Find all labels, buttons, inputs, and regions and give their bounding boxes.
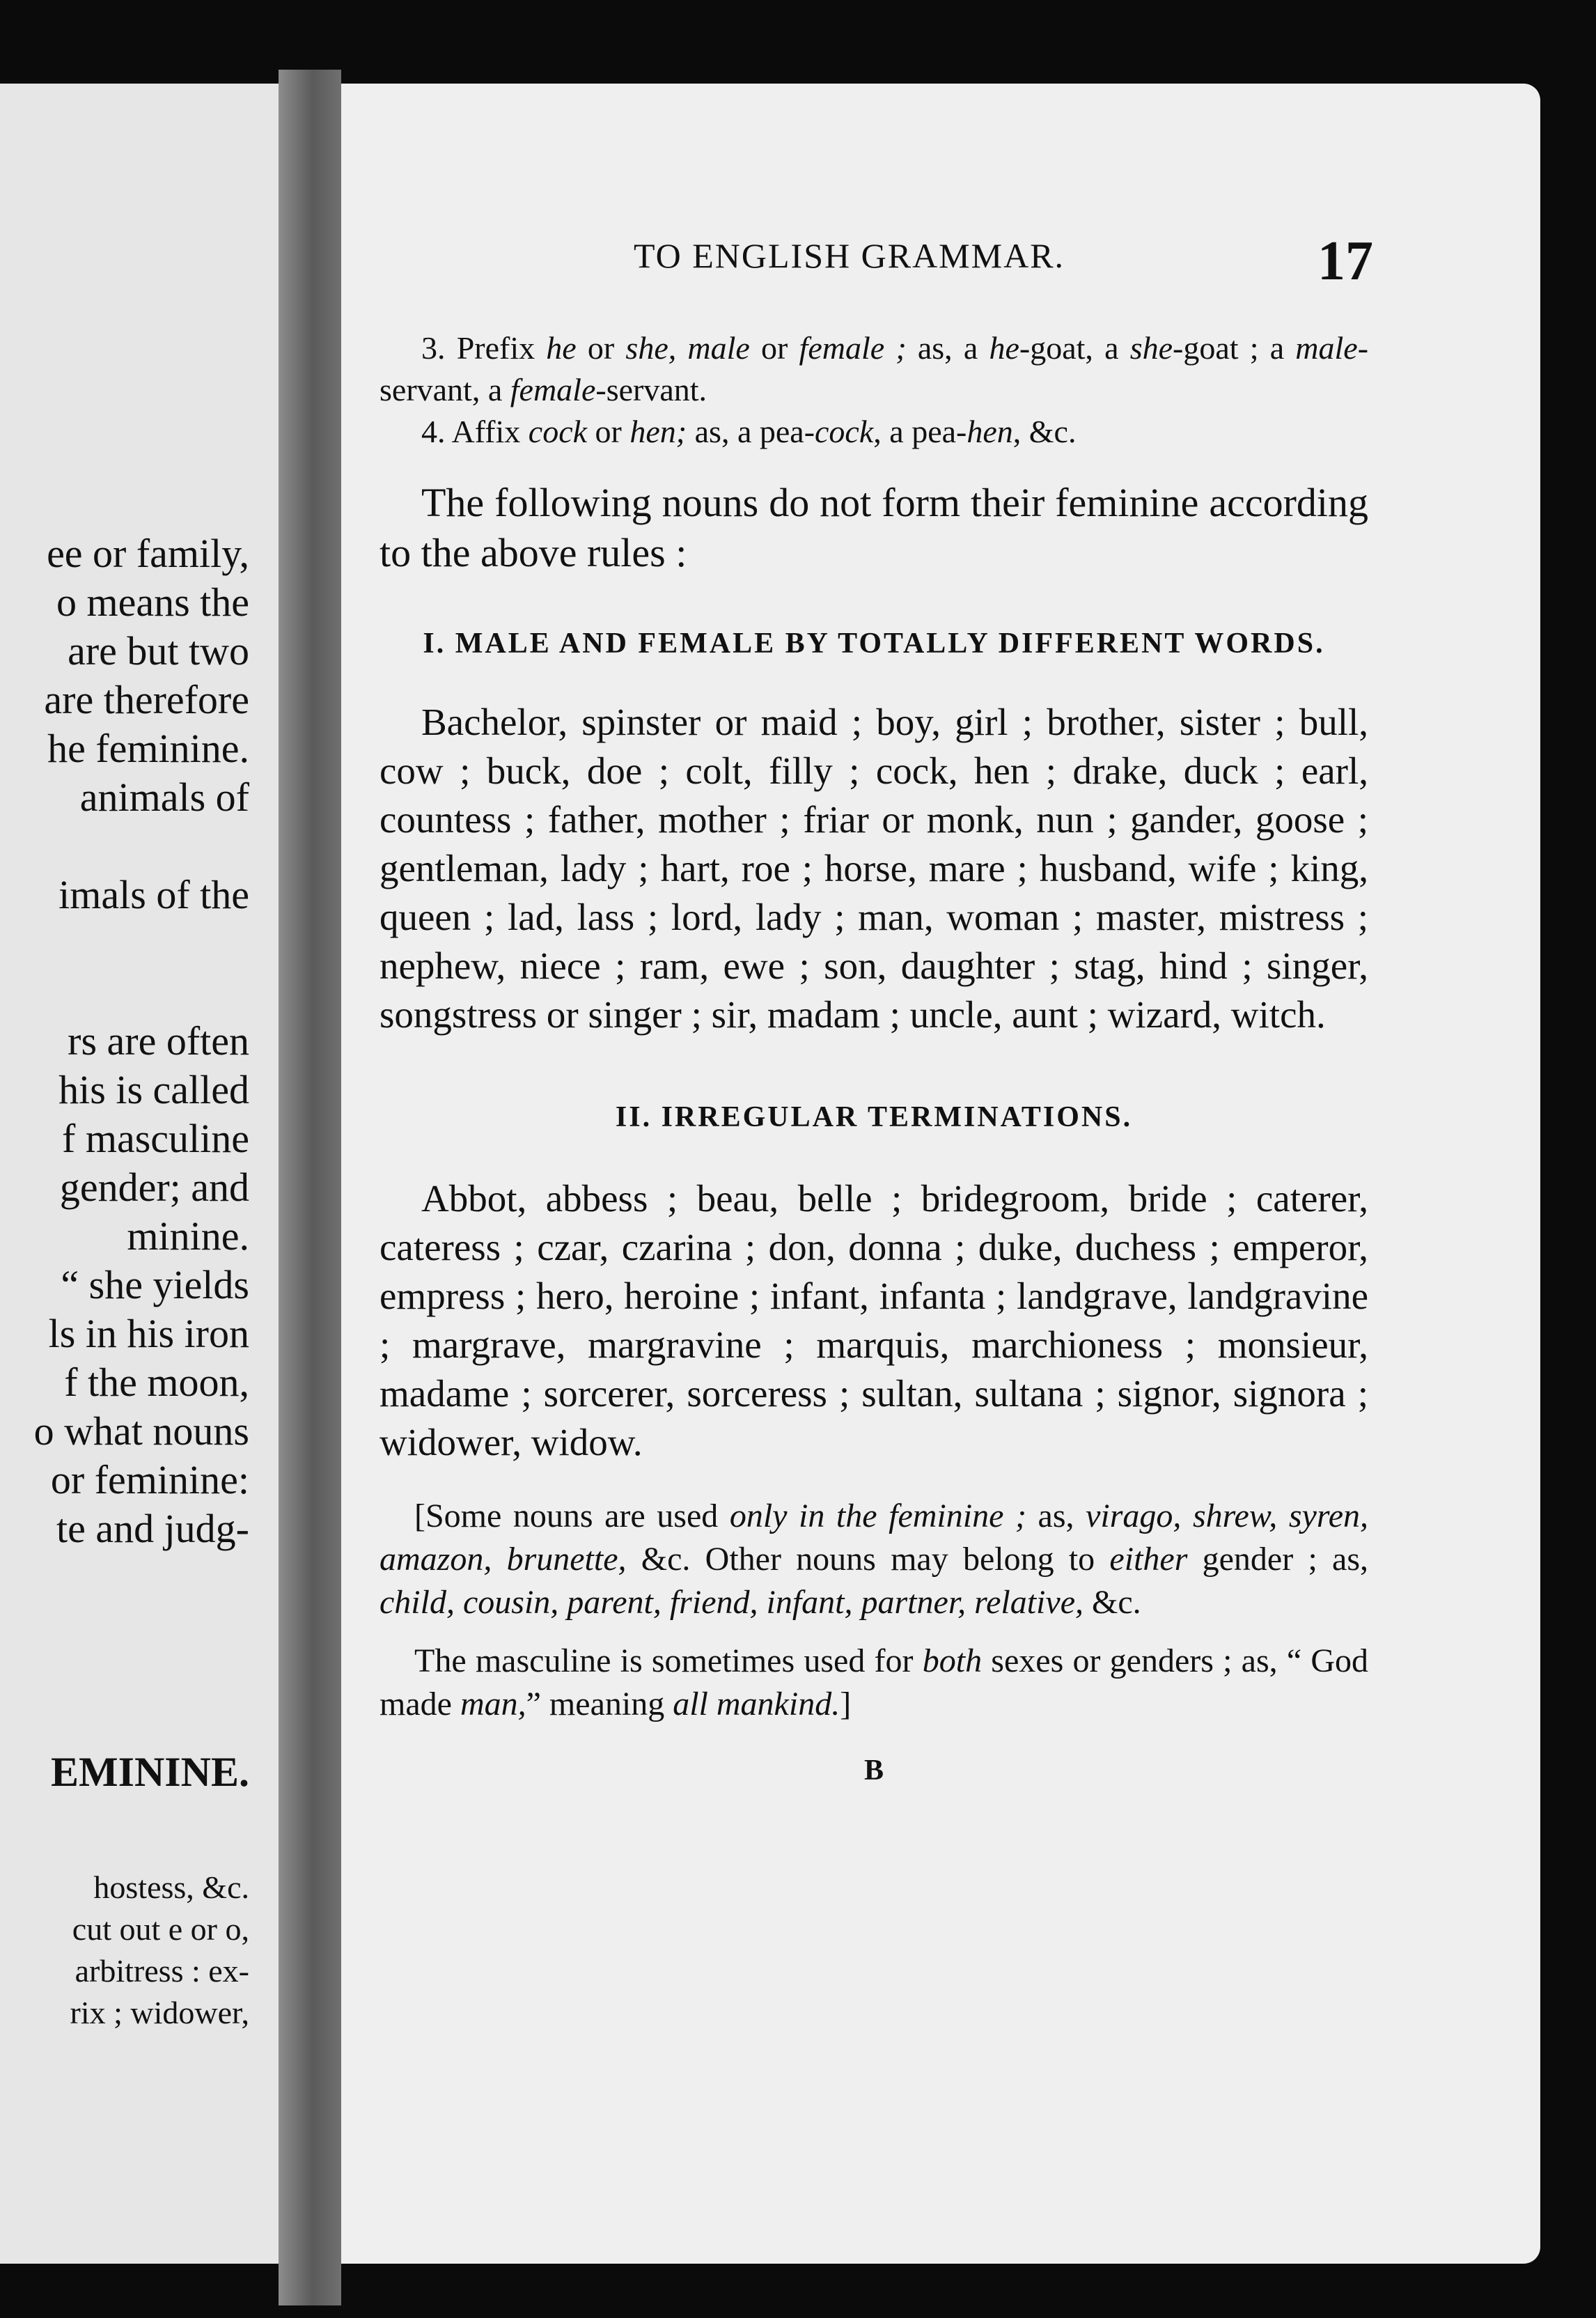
left-page-heading: EMININE.: [50, 1749, 249, 1795]
note-text: ]: [840, 1686, 852, 1722]
note-italic: all mankind.: [673, 1686, 840, 1722]
section-heading-2: II. IRREGULAR TERMINATIONS.: [615, 1101, 1133, 1133]
left-line: “ she yields: [61, 1262, 249, 1307]
intro-paragraph: The following nouns do not form their feminine according to the above rules :: [380, 480, 1368, 575]
rule-3: [380, 327, 1368, 411]
left-line: ee or family,: [47, 531, 249, 576]
page-body: [380, 327, 1368, 1787]
left-line: o means the: [56, 580, 249, 625]
left-line: ls in his iron: [48, 1311, 249, 1356]
rule-italic: she, male: [625, 330, 750, 366]
rule-italic: hen: [967, 414, 1013, 449]
rule-text: as, a pea-: [694, 414, 815, 449]
rule-italic: male: [1295, 330, 1358, 366]
note-paragraph-2: [380, 1640, 1368, 1726]
word-list-1: Bachelor, spinster or maid ; boy, girl ; brother, sister ; bull, cow ; buck, doe ; colt, filly ; cock, hen ; drake, duck ; earl, countess ; father, mother ; friar or monk, nun ; gander, goose ; gentleman, lady ; hart, roe ; horse, mare ; husband, wife ; king, queen ; lad, lass ; lord, lady ; man, woman ; master, mistress ; nephew, niece ; ram, ewe ; son, daughter ; stag, hind ; singer, songstress or singer ; sir, madam ; uncle, aunt ; wizard, witch.: [380, 701, 1368, 1036]
left-line: animals of: [79, 775, 249, 820]
left-line: f the moon,: [64, 1360, 249, 1405]
left-line: his is called: [58, 1067, 249, 1112]
rule-italic: hen;: [629, 414, 687, 449]
left-line: f masculine: [62, 1116, 249, 1161]
left-tail-line: cut out e or o,: [72, 1911, 249, 1947]
rule-italic: female: [510, 372, 596, 407]
note-italic: either: [1109, 1541, 1188, 1578]
rule-italic: female ;: [799, 330, 907, 366]
rule-text: or: [761, 330, 788, 366]
rule-text: , &c.: [1012, 414, 1077, 449]
left-page-tail: [70, 1825, 250, 2076]
left-line: te and judg-: [56, 1506, 249, 1551]
rule-text: -goat ; a: [1173, 330, 1285, 366]
note-text: &c. Other nouns may belong to: [641, 1541, 1095, 1578]
left-tail-line: hostess, &c.: [93, 1869, 249, 1905]
rule-text: or: [587, 330, 615, 366]
left-tail-line: rix ; widower,: [70, 1995, 249, 2030]
rule-text: as, a: [917, 330, 978, 366]
left-line: imals of the: [58, 872, 249, 917]
note-text: [Some nouns are used: [414, 1498, 719, 1534]
left-line: are therefore: [44, 677, 249, 722]
rule-text: , a pea-: [873, 414, 967, 449]
rule-italic: he: [546, 330, 577, 366]
note-italic: child, cousin, parent, friend, infant, partner, relative,: [380, 1584, 1083, 1621]
rule-text: -goat, a: [1019, 330, 1119, 366]
rule-number: 3.: [421, 330, 446, 366]
rule-italic: she: [1129, 330, 1173, 366]
word-list-2: Abbot, abbess ; beau, belle ; bridegroom, bride ; caterer, cateress ; czar, czarina ; don, donna ; duke, duchess ; emperor, empress ; hero, heroine ; infant, infanta ; landgrave, landgravine ; margrave, margravine ; marquis, marchioness ; monsieur, madame ; sorcerer, sorceress ; sultan, sultana ; signor, signora ; widower, widow.: [380, 1177, 1368, 1463]
rule-text: -servant, a: [380, 330, 1369, 407]
note-text: ” meaning: [526, 1686, 665, 1722]
note-italic: only in the feminine ;: [729, 1498, 1026, 1534]
rule-text: Affix: [451, 414, 521, 449]
rule-4: [380, 411, 1368, 453]
running-head: TO ENGLISH GRAMMAR.: [634, 236, 1065, 275]
note-paragraph-1: [380, 1495, 1368, 1624]
note-italic: man,: [460, 1686, 526, 1722]
book-gutter: [279, 70, 341, 2305]
left-line: he feminine.: [47, 726, 249, 771]
left-page-text: [34, 481, 249, 1602]
note-text: as,: [1038, 1498, 1074, 1534]
rule-text: -servant.: [595, 372, 707, 407]
left-line: gender; and: [59, 1165, 249, 1210]
rule-text: Prefix: [456, 330, 535, 366]
left-line: o what nouns: [33, 1408, 249, 1454]
note-text: gender ; as,: [1202, 1541, 1369, 1578]
left-line: or feminine:: [50, 1457, 249, 1502]
left-line: minine.: [127, 1213, 249, 1259]
left-tail-line: arbitress : ex-: [75, 1953, 249, 1989]
note-text: &c.: [1092, 1584, 1141, 1621]
left-line: are but two: [68, 628, 249, 674]
rule-text: or: [595, 414, 622, 449]
left-line: rs are often: [68, 1018, 249, 1064]
section-heading-1: I. MALE AND FEMALE BY TOTALLY DIFFERENT WORDS.: [423, 628, 1325, 660]
note-text: The masculine is sometimes used for: [414, 1642, 914, 1679]
left-facing-page: [0, 84, 279, 2264]
signature-mark: B: [863, 1755, 884, 1787]
note-italic: virago, shrew, syren, amazon, brunette,: [380, 1498, 1369, 1578]
rule-italic: cock: [815, 414, 874, 449]
rule-italic: he: [989, 330, 1019, 366]
page-number: 17: [1317, 231, 1373, 292]
note-italic: both: [922, 1642, 983, 1679]
rule-number: 4.: [421, 414, 446, 449]
rule-italic: cock: [528, 414, 588, 449]
note-text: sexes or genders ; as, “ God made: [380, 1642, 1369, 1722]
